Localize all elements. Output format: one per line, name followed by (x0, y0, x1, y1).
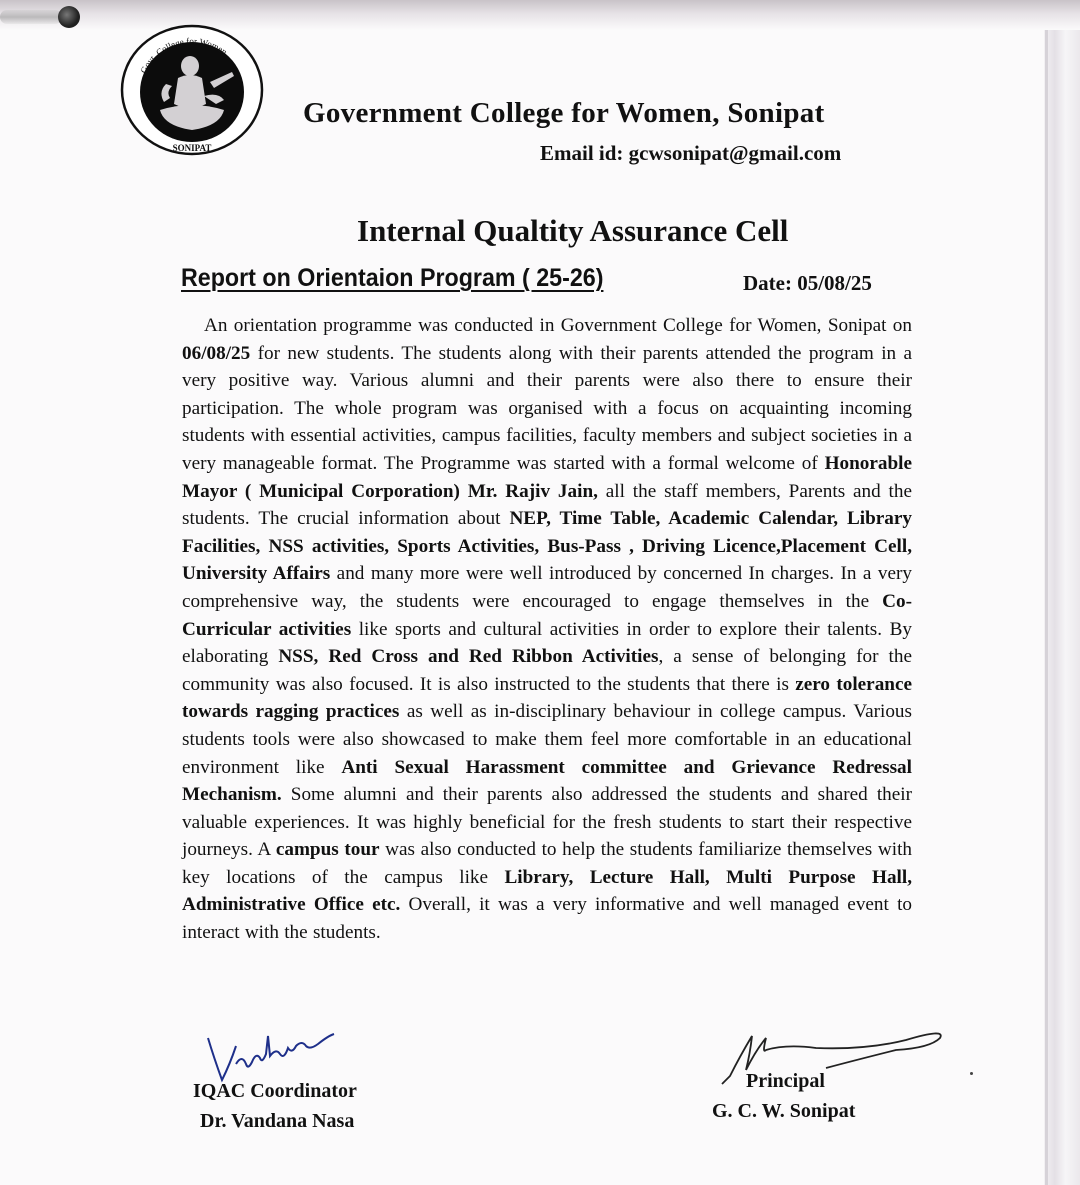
emphasized-text: Anti Sexual Harassment committee and Grievance Redressal Mechanism. (182, 756, 912, 806)
emphasized-text: Honorable Mayor ( Municipal Corporation) Mr. Rajiv Jain, (182, 452, 912, 502)
emphasized-text: Co-Curricular activities (182, 590, 912, 640)
emphasized-text: zero tolerance towards ragging practices (182, 673, 912, 723)
emphasized-text: 06/08/25 (182, 342, 251, 364)
principal-role: Principal (746, 1070, 825, 1092)
body-text-segment: like sports and cultural activities in order to explore their talents. By elaborating (182, 618, 912, 668)
report-body-paragraph (182, 312, 912, 947)
body-text-segment: was also conducted to help the students familiarize themselves with key locations of the campus like (182, 839, 912, 888)
page-edge-line (1045, 30, 1048, 1185)
emphasized-text: NSS, Red Cross and Red Ribbon Activities (278, 646, 659, 668)
report-title: Report on Orientaion Program ( 25-26) (181, 264, 604, 292)
emphasized-text: NEP, Time Table, Academic Calendar, Library Facilities, NSS activities, Sports Activities, Bus-Pass , Driving Licence,Placement Cell, University Affairs (182, 508, 912, 585)
emphasized-text: campus tour (275, 839, 380, 861)
cell-title: Internal Qualtity Assurance Cell (357, 213, 789, 248)
binder-clip (58, 6, 80, 28)
iqac-coordinator-role: IQAC Coordinator (193, 1080, 357, 1102)
body-text-segment: An orientation programme was conducted in Government College for Women, Sonipat on (204, 315, 912, 336)
emblem-ring-text: Govt. College for Women (138, 35, 230, 75)
body-text-segment: all the staff members, Parents and the students. The crucial information about (182, 480, 913, 530)
college-email: Email id: gcwsonipat@gmail.com (540, 141, 842, 165)
body-text-segment: Overall, it was a very informative and well managed event to interact with the students. (182, 894, 912, 944)
body-text-segment: for new students. The students along with their parents attended the program in a very positive way. Various alumni and their parents were also there to ensure their participation. The whole program was organised with a focus on acquainting incoming students with essential activities, campus facilities, faculty members and subject societies in a very manageable format. The Programme was started with a formal welcome of (182, 342, 912, 474)
body-text-segment: as well as in-disciplinary behaviour in college campus. Various students tools were also showcased to make them feel more comfortable in an educational environment like (182, 701, 912, 778)
body-text-segment: Some alumni and their parents also addressed the students and shared their valuable experiences. It was highly beneficial for the fresh students to start their respective journeys. A (182, 784, 912, 861)
binder-wire (0, 10, 62, 24)
principal-org: G. C. W. Sonipat (712, 1100, 856, 1122)
college-name: Government College for Women, Sonipat (303, 97, 825, 129)
body-text-segment: , a sense of belonging for the community was also focused. It is also instructed to the students that there is (182, 646, 912, 695)
scan-right-edge (1044, 30, 1080, 1185)
body-text-segment: and many more were well introduced by concerned In charges. In a very comprehensive way, the students were encouraged to engage themselves in the (182, 563, 912, 612)
iqac-coordinator-name: Dr. Vandana Nasa (200, 1110, 355, 1132)
emblem-bottom-text: SONIPAT (172, 143, 212, 153)
report-date: Date: 05/08/25 (743, 271, 872, 295)
scan-speck (970, 1072, 973, 1075)
college-emblem-icon (120, 22, 264, 158)
emphasized-text: Library, Lecture Hall, Multi Purpose Hall, Administrative Office etc. (182, 866, 912, 916)
